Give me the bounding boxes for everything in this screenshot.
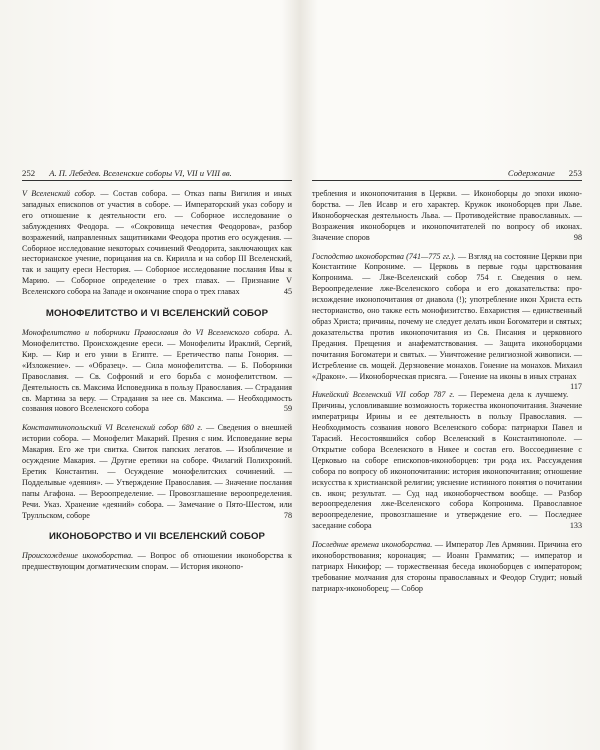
toc-entry-page: 78 bbox=[283, 510, 292, 520]
toc-entry bbox=[312, 189, 582, 244]
toc-entry bbox=[22, 423, 292, 521]
toc-entry-text: — Вопрос об отношении иконоборства к предшествующим догматическим спорам. — История иконопо- bbox=[22, 551, 292, 572]
toc-entry-lead: Последние времена иконоборства. bbox=[312, 540, 433, 550]
toc-entry-lead: Монофелитство и поборники Православия до VI Вселенского собора. bbox=[22, 328, 280, 338]
toc-entry-text: — Сведения о внешней истории собора. — Монофелит Макарий. Прения с ним. Исповедание веры Макария. Его же три свитка. Свиток папских легатов. — Изобличение и осуждение Макария. — Другие еретики на соборе. Филагий Полихроний. Еретик Константин. — Осуждение монофелитских сочинений. — Подделывые «деяния». — Утверждение Православия. — Значение послания папы Агафона. — Вероопределение. — Провозглашение вероопределения. Речи. Указ. Хранение «деяний» собора. — Замечание о Пято-Шестом, или Трулльском, соборе bbox=[22, 423, 292, 520]
toc-entry-page: 117 bbox=[570, 382, 582, 392]
left-page-body bbox=[22, 189, 292, 573]
toc-entry bbox=[22, 551, 292, 573]
toc-entry-lead: V Вселенский собор. bbox=[22, 189, 96, 198]
toc-entry-text: — Император Лев Армянин. Причина его иконоборствования; коронация; — Иоанн Грамматик; — император и патриарх Никифор; — торжественная беседа иконоборцев с императором; требование молчания для стороны православных и Феодор Студит; новый патриарх-иконоборец; — Собор bbox=[312, 540, 582, 593]
toc-entry-text: — Взгляд на состояние Церкви при Константине Копрониме. — Церковь в первые годы царствования Копронима. — Лже-Вселенский собор 754 г. Сведения о нем. Вероопределение лже-Вселенского собора и его доказательства: происхождение иконопочитания от диавола (!); употребление икон Христа есть несторианство, оно также есть монофизитство. Евхаристия — единственный образ Христа; причины, почему не следует делать икон Богоматери и святых; доказательства против иконопочитания из Св. Писания и церковного Предания. Прещения и анафематствования. — Защита иконоборцами почитания Богоматери и святых. — Уничтожение религиозной живописи. — Истребление св. мощей. Дерзновение монахов. Гонение на монахов. Михаил «Дракон». — Иконоборческая присяга. — Гонение на иконы в иных странах bbox=[312, 251, 582, 381]
section-heading: МОНОФЕЛИТСТВО И VI ВСЕЛЕНСКИЙ СОБОР bbox=[45, 308, 269, 320]
toc-entry-page: 45 bbox=[283, 287, 292, 297]
toc-entry bbox=[22, 328, 292, 415]
toc-entry-lead: Константинопольский VI Вселенский собор 680 г. bbox=[22, 423, 203, 433]
toc-entry-text: — Перемена дела к лучшему. Причины, условливавшие возможность торжества иконопочитания. Значение императрицы Ирины и ее деятельность в пользу Православия. — Необходимость созвания нового Вселенского собора: патриархи Павел и Тарасий. Несостоявшийся собор Вселенский в Константинополе. — Открытие собора Вселенского в Никее и состав его. Воссоединение с Церковью на соборе епископов-иконоборцев: три рода их. Рассуждения собора по вопросу об иконопочитании: история иконопочитания; отношение искусства к христианской религии; уяснение истинного понятия о почитании св. икон; результат. — Суд над иконоборчеством вообще. — Разбор вероопределения лже-Вселенского собора Копронима. Православное вероопределение, провозглашение и утверждение его. — Последнее заседание собора bbox=[312, 390, 582, 531]
running-head-title: Содержание bbox=[507, 168, 555, 178]
toc-entry bbox=[312, 540, 582, 595]
page-number-right: 253 bbox=[568, 168, 582, 178]
toc-entry-page: 59 bbox=[283, 404, 292, 414]
toc-entry bbox=[22, 189, 292, 298]
running-head-right bbox=[312, 160, 582, 181]
toc-entry-lead: Никейский Вселенский VII собор 787 г. bbox=[312, 390, 455, 400]
toc-entry-page: 98 bbox=[573, 232, 582, 242]
left-page bbox=[22, 160, 292, 750]
running-head-title: А. П. Лебедев. Вселенские соборы VI, VII и VIII вв. bbox=[49, 168, 232, 178]
right-page-body bbox=[312, 189, 582, 595]
toc-entry-lead: Происхождение иконоборства. bbox=[22, 551, 134, 561]
toc-entry-text: — Состав собора. — Отказ папы Вигилия и иных западных епископов от участия в соборе. — Императорский указ собору и его отношение к деятельности его. — Соборное исследование о заблуждениях Феодора. — «Сокровища нечестия Феодорова», разбор возражений, направленных защитниками Феодора против его осуждения. — Соборное исследование некоторых сочинений Феодорита, заключающих как несторианское учение, порицания на св. Кирилла и на собор III Вселенский, так и защиту ереси Нестория. — Соборное исследование послания Ивы к Марию. — Соборное определение о трех главах. — Признание V Вселенского собора на Западе и окончание спора о трех главах bbox=[22, 189, 292, 297]
toc-entry-lead: Господство иконоборства (741—775 гг.). bbox=[312, 251, 456, 261]
section-heading: ИКОНОБОРСТВО И VII ВСЕЛЕНСКИЙ СОБОР bbox=[48, 531, 266, 543]
page-number-left: 252 bbox=[22, 168, 36, 178]
right-page bbox=[312, 160, 582, 750]
running-head-left bbox=[22, 160, 292, 181]
toc-entry-text: требления и иконопочитания в Церкви. — Иконоборцы до эпохи иконоборства. — Лев Исавр и его характер. Кружок иконоборцев при Льве. Иконоборческая деятельность Льва. — Противодействие православных. — Возражения иконоборцев и иконопочитателей по вопросу об иконах. Значение споров bbox=[312, 189, 582, 242]
toc-entry bbox=[312, 390, 582, 532]
toc-entry-page: 133 bbox=[569, 521, 582, 531]
toc-entry bbox=[312, 251, 582, 392]
toc-entry-text: А. Монофелитство. Происхождение ереси. — Монофелиты Ираклий, Сергий, Кир. — Кир и его унии в Египте. — Еретичество папы Гонория. — «Изложение». — «Образец». — Сила монофелитства. — Б. Поборники Православия. — Св. Софроний и его борьба с монофелитством. — Деятельность св. Максима Исповедника в пользу Православия. — Страдания св. Мартина за веру. — Страдания за нее св. Максима. — Необходимость созвания нового Вселенского собора bbox=[22, 328, 292, 414]
